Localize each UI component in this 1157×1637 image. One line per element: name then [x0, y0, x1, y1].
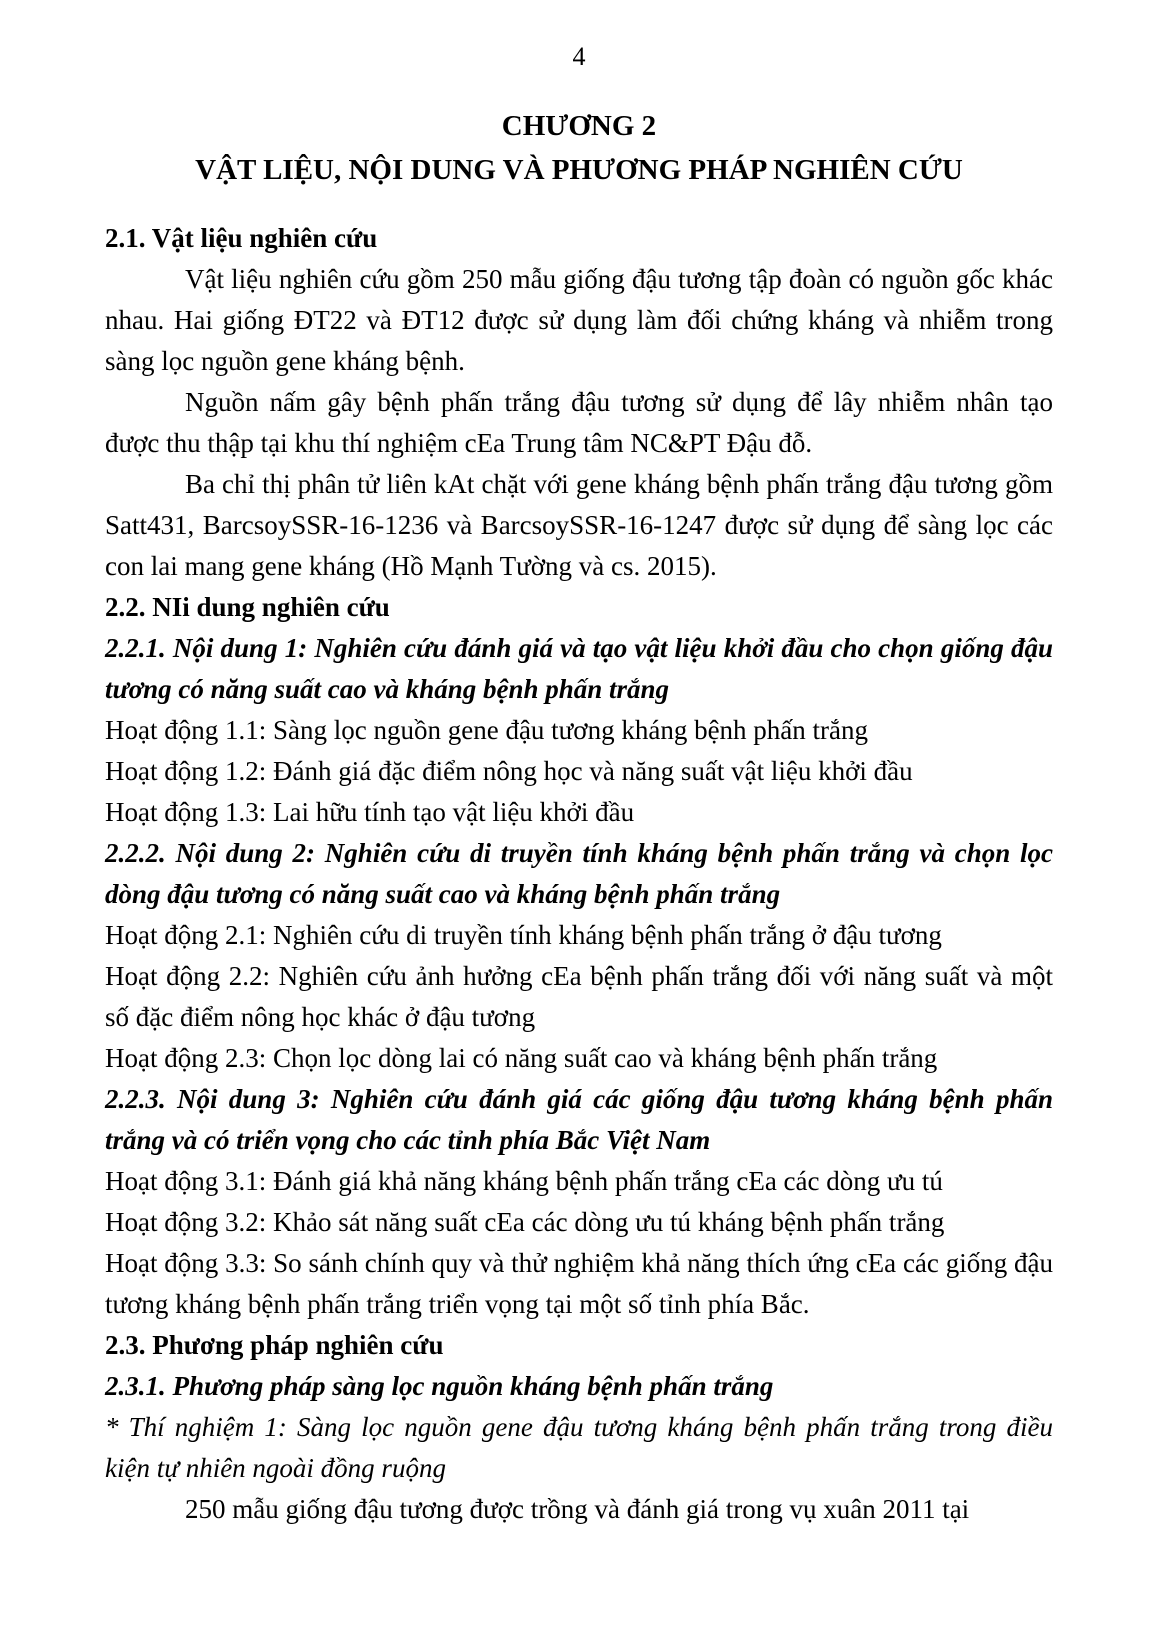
paragraph-materials-2: Nguồn nấm gây bệnh phấn trắng đậu tương sử dụng để lây nhiễm nhân tạo được thu thập tại khu thí nghiệm cEa Trung tâm NC&PT Đậu đỗ. — [105, 387, 1053, 458]
activity-2-3: Hoạt động 2.3: Chọn lọc dòng lai có năng suất cao và kháng bệnh phấn trắng — [105, 1043, 938, 1073]
activity-1-3: Hoạt động 1.3: Lai hữu tính tạo vật liệu khởi đầu — [105, 797, 635, 827]
chapter-title: VẬT LIỆU, NỘI DUNG VÀ PHƯƠNG PHÁP NGHIÊN CỨU — [195, 154, 963, 186]
activity-3-3: Hoạt động 3.3: So sánh chính quy và thử nghiệm khả năng thích ứng cEa các giống đậu tương kháng bệnh phấn trắng triển vọng tại một số tỉnh phía Bắc. — [105, 1248, 1053, 1319]
activity-2-2: Hoạt động 2.2: Nghiên cứu ảnh hưởng cEa bệnh phấn trắng đối với năng suất và một số đặc điểm nông học khác ở đậu tương — [105, 961, 1053, 1032]
activity-3-1: Hoạt động 3.1: Đánh giá khả năng kháng bệnh phấn trắng cEa các dòng ưu tú — [105, 1166, 943, 1196]
section-2-3-heading: 2.3. Phương pháp nghiên cứu — [105, 1330, 444, 1360]
chapter-heading — [105, 104, 1053, 192]
paragraph-materials-1: Vật liệu nghiên cứu gồm 250 mẫu giống đậu tương tập đoàn có nguồn gốc khác nhau. Hai giống ĐT22 và ĐT12 được sử dụng làm đối chứng kháng và nhiễm trong sàng lọc nguồn gene kháng bệnh. — [105, 264, 1053, 376]
activity-1-1: Hoạt động 1.1: Sàng lọc nguồn gene đậu tương kháng bệnh phấn trắng — [105, 715, 869, 745]
activity-3-2: Hoạt động 3.2: Khảo sát năng suất cEa các dòng ưu tú kháng bệnh phấn trắng — [105, 1207, 945, 1237]
activity-1-2: Hoạt động 1.2: Đánh giá đặc điểm nông học và năng suất vật liệu khởi đầu — [105, 756, 913, 786]
subsection-2-2-2-heading: 2.2.2. Nội dung 2: Nghiên cứu di truyền tính kháng bệnh phấn trắng và chọn lọc dòng đậu tương có năng suất cao và kháng bệnh phấn trắng — [105, 838, 1053, 909]
chapter-number: CHƯƠNG 2 — [501, 110, 657, 142]
subsection-2-2-1-heading: 2.2.1. Nội dung 1: Nghiên cứu đánh giá và tạo vật liệu khởi đầu cho chọn giống đậu tương có năng suất cao và kháng bệnh phấn trắng — [105, 633, 1053, 704]
subsection-2-2-3-heading: 2.2.3. Nội dung 3: Nghiên cứu đánh giá các giống đậu tương kháng bệnh phấn trắng và có triển vọng cho các tỉnh phía Bắc Việt Nam — [105, 1084, 1053, 1155]
section-2-2-heading: 2.2. NIi dung nghiên cứu — [105, 592, 390, 622]
paragraph-method-1: 250 mẫu giống đậu tương được trồng và đánh giá trong vụ xuân 2011 tại — [185, 1494, 970, 1524]
subsection-2-3-1-heading: 2.3.1. Phương pháp sàng lọc nguồn kháng bệnh phấn trắng — [105, 1371, 774, 1401]
experiment-1-heading: * Thí nghiệm 1: Sàng lọc nguồn gene đậu tương kháng bệnh phấn trắng trong điều kiện tự nhiên ngoài đồng ruộng — [105, 1412, 1053, 1483]
page-number: 4 — [572, 42, 586, 71]
paragraph-materials-3: Ba chỉ thị phân tử liên kAt chặt với gene kháng bệnh phấn trắng đậu tương gồm Satt431, BarcsoySSR-16-1236 và BarcsoySSR-16-1247 được sử dụng để sàng lọc các con lai mang gene kháng (Hồ Mạnh Tường và cs. 2015). — [105, 469, 1053, 581]
activity-2-1: Hoạt động 2.1: Nghiên cứu di truyền tính kháng bệnh phấn trắng ở đậu tương — [105, 920, 942, 950]
section-2-1-heading: 2.1. Vật liệu nghiên cứu — [105, 223, 378, 253]
